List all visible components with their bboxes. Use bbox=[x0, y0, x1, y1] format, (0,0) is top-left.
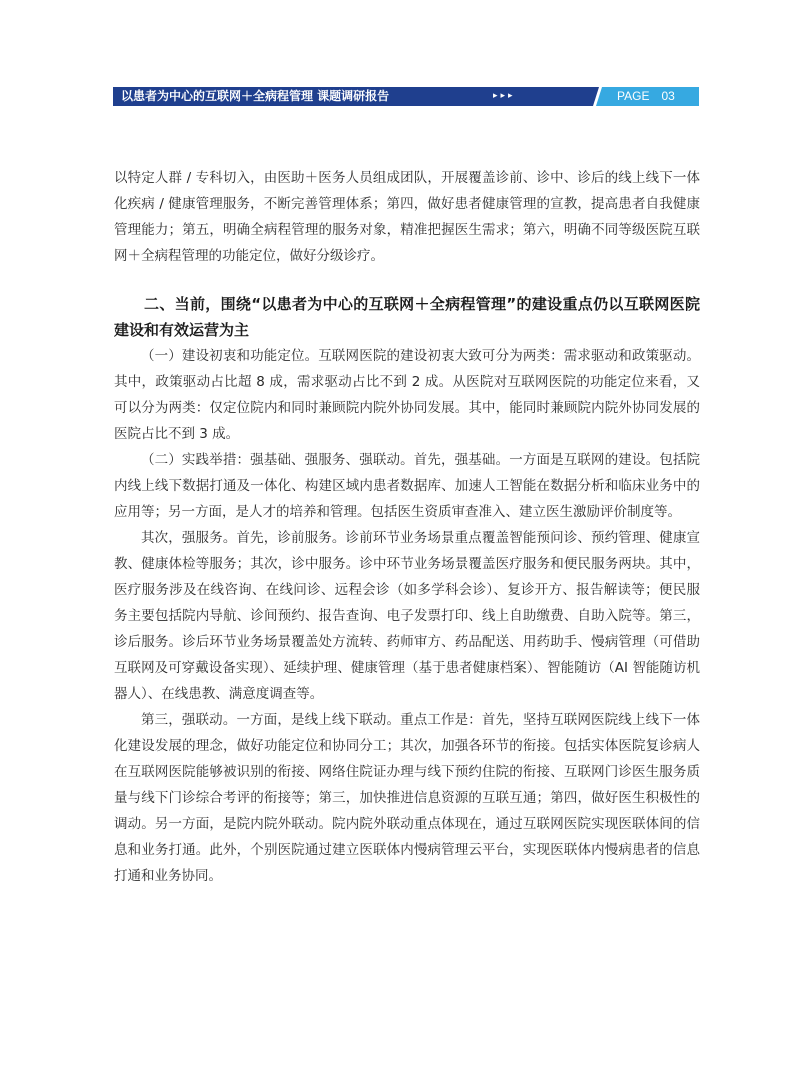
intro-paragraph: 以特定人群 / 专科切入，由医助＋医务人员组成团队，开展覆盖诊前、诊中、诊后的线上线下一体化疾病 / 健康管理服务，不断完善管理体系；第四，做好患者健康管理的宣教，提高患者自我健康管理能力；第五，明确全病程管理的服务对象，精准把握医生需求；第六，明确不同等级医院互联网＋全病程管理的功能定位，做好分级诊疗。 bbox=[114, 170, 700, 264]
section-heading: 二、当前，围绕“以患者为中心的互联网＋全病程管理”的建设重点仍以互联网医院建设和有效运营为主 bbox=[114, 295, 700, 339]
page-header bbox=[113, 87, 699, 106]
header-arrows-icon: ▸▸▸ bbox=[493, 91, 516, 101]
page-number: 03 bbox=[661, 89, 675, 103]
header-title: 以患者为中心的互联网＋全病程管理 课题调研报告 bbox=[121, 89, 390, 103]
paragraph-strengthen-linkage: 第三，强联动。一方面，是线上线下联动。重点工作是：首先，坚持互联网医院线上线下一体化建设发展的理念，做好功能定位和协同分工；其次，加强各环节的衔接。包括实体医院复诊病人在互联网医院能够被识别的衔接、网络住院证办理与线下预约住院的衔接、互联网门诊医生服务质量与线下门诊综合考评的衔接等；第三，加快推进信息资源的互联互通；第四，做好医生积极性的调动。另一方面，是院内院外联动。院内院外联动重点体现在，通过互联网医院实现医联体间的信息和业务打通。此外，个别医院通过建立医联体内慢病管理云平台，实现医联体内慢病患者的信息打通和业务协同。 bbox=[114, 712, 700, 884]
page-label: PAGE bbox=[617, 89, 650, 103]
paragraph-strengthen-service: 其次，强服务。首先，诊前服务。诊前环节业务场景重点覆盖智能预问诊、预约管理、健康宣教、健康体检等服务；其次，诊中服务。诊中环节业务场景覆盖医疗服务和便民服务两块。其中，医疗服务涉及在线咨询、在线问诊、远程会诊（如多学科会诊）、复诊开方、报告解读等；便民服务主要包括院内导航、诊间预约、报告查询、电子发票打印、线上自助缴费、自助入院等。第三，诊后服务。诊后环节业务场景覆盖处方流转、药师审方、药品配送、用药助手、慢病管理（可借助互联网及可穿戴设备实现）、延续护理、健康管理（基于患者健康档案）、智能随访（AI 智能随访机器人）、在线患教、满意度调查等。 bbox=[114, 530, 700, 702]
paragraph-practice-measures: （二）实践举措：强基础、强服务、强联动。首先，强基础。一方面是互联网的建设。包括院内线上线下数据打通及一体化、构建区域内患者数据库、加速人工智能在数据分析和临床业务中的应用等；另一方面，是人才的培养和管理。包括医生资质审查准入、建立医生激励评价制度等。 bbox=[114, 452, 700, 520]
document-body bbox=[114, 165, 700, 889]
page-indicator bbox=[617, 87, 675, 106]
paragraph-construction-intent: （一）建设初衷和功能定位。互联网医院的建设初衷大致可分为两类：需求驱动和政策驱动。其中，政策驱动占比超 8 成，需求驱动占比不到 2 成。从医院对互联网医院的功能定位来看，又可以分为两类：仅定位院内和同时兼顾院内院外协同发展。其中，能同时兼顾院内院外协同发展的医院占比不到 3 成。 bbox=[114, 348, 700, 442]
